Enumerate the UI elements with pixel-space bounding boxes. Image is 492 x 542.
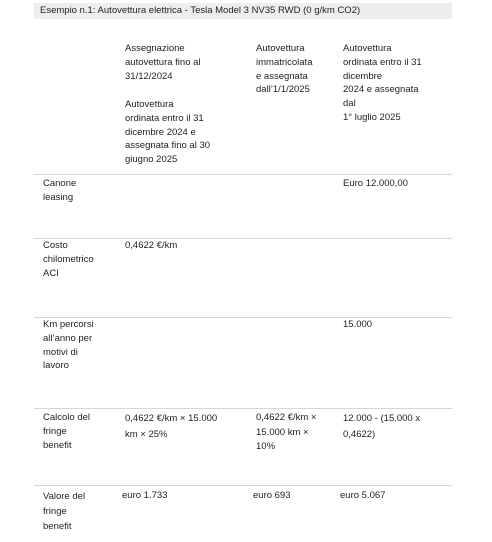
row-label-valore-fringe-benefit: Valore del fringe benefit [43, 491, 86, 532]
cell-valore-col3: euro 5.067 [340, 490, 386, 501]
row-label-canone-leasing: Canone leasing [43, 178, 77, 203]
row-label-calcolo-fringe-benefit: Calcolo del fringe benefit [43, 412, 90, 451]
header-col1: Assegnazione autovettura fino al 31/12/2024 [125, 43, 201, 82]
header-col3: Autovettura ordinata entro il 31 dicembre 2024 e assegnata dal 1° luglio 2025 [343, 43, 422, 123]
header-col1-subtitle: Autovettura ordinata entro il 31 dicembre 2024 e assegnata fino al 30 giugno 2025 [125, 99, 211, 166]
row-label-costo-chilometrico: Costo chilometrico ACI [43, 240, 94, 279]
row-label-km-percorsi: Km percorsi all’anno per motivi di lavoro [43, 319, 94, 372]
cell-canone-leasing-col3: Euro 12.000,00 [343, 178, 408, 189]
cell-valore-col2: euro 693 [253, 490, 291, 501]
cell-costo-chilometrico-col1: 0,4622 €/km [125, 240, 178, 251]
cell-valore-col1: euro 1.733 [122, 490, 168, 501]
row-divider [34, 174, 452, 175]
cell-calcolo-col1: 0,4622 €/km × 15.000 km × 25% [125, 413, 218, 440]
cell-km-percorsi-col3: 15.000 [343, 319, 373, 330]
row-divider [34, 408, 452, 409]
header-col2: Autovettura immatricolata e assegnata dall’1/1/2025 [256, 43, 313, 96]
cell-calcolo-col2: 0,4622 €/km × 15.000 km × 10% [256, 412, 317, 452]
table-title: Esempio n.1: Autovettura elettrica - Tesla Model 3 NV35 RWD (0 g/km CO2) [34, 3, 452, 19]
cell-calcolo-col3: 12.000 - (15.000 x 0,4622) [343, 413, 421, 440]
row-divider [34, 485, 452, 486]
